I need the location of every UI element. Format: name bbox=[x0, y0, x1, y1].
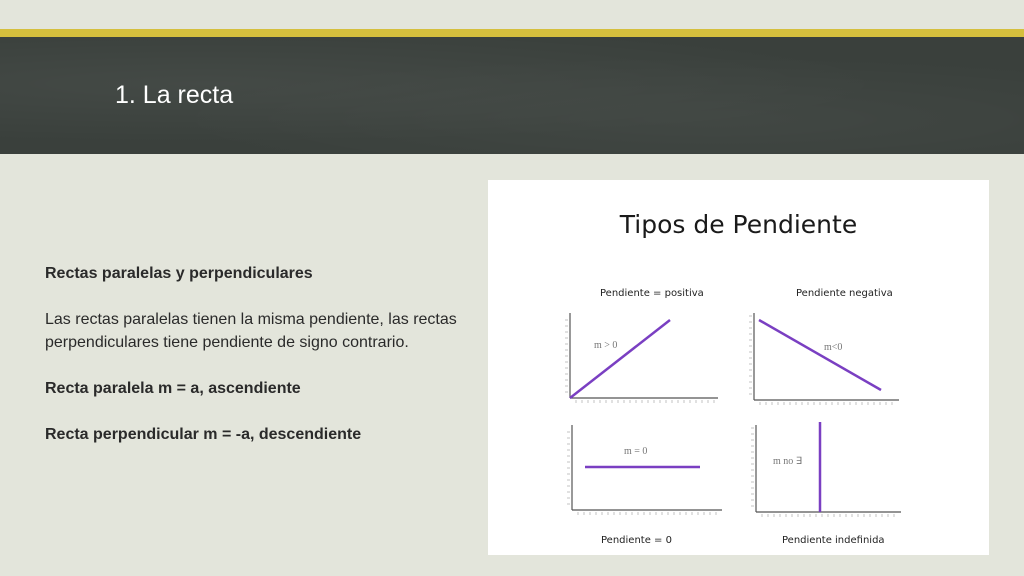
title-banner bbox=[0, 37, 1024, 154]
text-content bbox=[45, 262, 465, 446]
axis-ticks bbox=[567, 432, 716, 515]
panel-label-negative: Pendiente negativa bbox=[796, 288, 893, 299]
parallel-line-text: Recta paralela m = a, ascendiente bbox=[45, 380, 301, 397]
plot-negative-slope bbox=[744, 308, 904, 408]
plot-positive-slope bbox=[560, 308, 720, 408]
m-label-positive: m > 0 bbox=[594, 340, 618, 351]
negative-slope-line bbox=[759, 320, 881, 390]
section-heading: Rectas paralelas y perpendiculares bbox=[45, 265, 313, 282]
plot-undefined-slope bbox=[746, 422, 906, 517]
axis-ticks bbox=[751, 428, 894, 517]
slide-title: 1. La recta bbox=[115, 81, 234, 109]
m-label-undefined: m no ∃ bbox=[773, 456, 803, 467]
figure-title: Tipos de Pendiente bbox=[619, 210, 858, 239]
perpendicular-line-text: Recta perpendicular m = -a, descendiente bbox=[45, 426, 362, 443]
slope-types-figure bbox=[488, 180, 989, 555]
plot-zero-slope bbox=[560, 422, 725, 517]
panel-label-positive: Pendiente = positiva bbox=[600, 288, 704, 299]
axis-ticks bbox=[749, 316, 892, 405]
panel-label-undefined: Pendiente indefinida bbox=[782, 535, 885, 546]
axis-ticks bbox=[565, 320, 714, 403]
explanation-paragraph: Las rectas paralelas tienen la misma pendiente, las rectas perpendiculares tiene pendiente de signo contrario. bbox=[45, 311, 457, 351]
accent-stripe bbox=[0, 29, 1024, 37]
m-label-negative: m<0 bbox=[824, 342, 843, 353]
positive-slope-line bbox=[570, 320, 670, 398]
m-label-zero: m = 0 bbox=[624, 446, 648, 457]
panel-label-zero: Pendiente = 0 bbox=[601, 535, 672, 546]
